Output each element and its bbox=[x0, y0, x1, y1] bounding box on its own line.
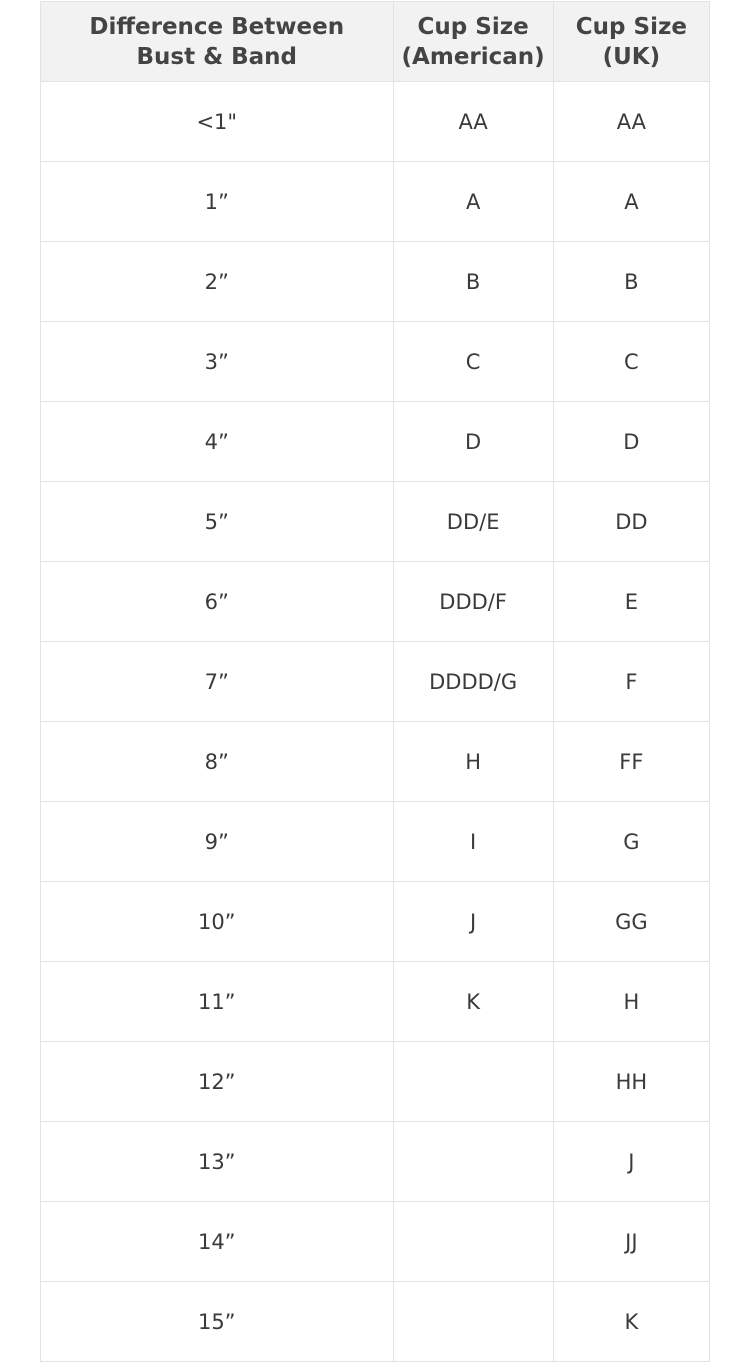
table-row bbox=[41, 1202, 710, 1282]
cup-size-table bbox=[40, 1, 710, 1362]
cell-uk: J bbox=[553, 1122, 709, 1202]
cell-us: A bbox=[393, 162, 553, 242]
cell-uk: JJ bbox=[553, 1202, 709, 1282]
cell-us: AA bbox=[393, 82, 553, 162]
cell-us bbox=[393, 1202, 553, 1282]
cell-us: DDDD/G bbox=[393, 642, 553, 722]
table-row bbox=[41, 802, 710, 882]
cell-difference: 6” bbox=[41, 562, 394, 642]
table-row bbox=[41, 722, 710, 802]
cell-difference: 12” bbox=[41, 1042, 394, 1122]
table-header-row bbox=[41, 2, 710, 82]
cell-us: B bbox=[393, 242, 553, 322]
cell-uk: AA bbox=[553, 82, 709, 162]
table-row bbox=[41, 322, 710, 402]
cell-uk: K bbox=[553, 1282, 709, 1362]
cell-difference: <1" bbox=[41, 82, 394, 162]
cell-uk: A bbox=[553, 162, 709, 242]
cell-us bbox=[393, 1122, 553, 1202]
cell-uk: GG bbox=[553, 882, 709, 962]
cell-difference: 4” bbox=[41, 402, 394, 482]
header-uk-line2: (UK) bbox=[602, 43, 661, 70]
table-row bbox=[41, 1282, 710, 1362]
table-row bbox=[41, 162, 710, 242]
cell-difference: 3” bbox=[41, 322, 394, 402]
table-row bbox=[41, 1122, 710, 1202]
cell-us: J bbox=[393, 882, 553, 962]
cell-us: D bbox=[393, 402, 553, 482]
cell-us: I bbox=[393, 802, 553, 882]
cell-difference: 10” bbox=[41, 882, 394, 962]
table-row bbox=[41, 82, 710, 162]
cell-difference: 11” bbox=[41, 962, 394, 1042]
cell-difference: 2” bbox=[41, 242, 394, 322]
cell-us: H bbox=[393, 722, 553, 802]
header-cup-size-uk bbox=[553, 2, 709, 82]
cell-uk: D bbox=[553, 402, 709, 482]
cell-uk: DD bbox=[553, 482, 709, 562]
table-row bbox=[41, 882, 710, 962]
table-row bbox=[41, 402, 710, 482]
table-row bbox=[41, 1042, 710, 1122]
header-difference-line1: Difference Between bbox=[89, 13, 345, 40]
cell-us: C bbox=[393, 322, 553, 402]
cell-us bbox=[393, 1282, 553, 1362]
cell-difference: 9” bbox=[41, 802, 394, 882]
cell-us: DDD/F bbox=[393, 562, 553, 642]
cell-difference: 5” bbox=[41, 482, 394, 562]
header-cup-size-american bbox=[393, 2, 553, 82]
header-uk-line1: Cup Size bbox=[575, 13, 687, 40]
table-row bbox=[41, 562, 710, 642]
cell-uk: E bbox=[553, 562, 709, 642]
cell-difference: 7” bbox=[41, 642, 394, 722]
header-us-line1: Cup Size bbox=[417, 13, 529, 40]
cell-difference: 1” bbox=[41, 162, 394, 242]
cell-difference: 13” bbox=[41, 1122, 394, 1202]
header-us-line2: (American) bbox=[401, 43, 545, 70]
header-difference bbox=[41, 2, 394, 82]
cell-uk: HH bbox=[553, 1042, 709, 1122]
cell-uk: H bbox=[553, 962, 709, 1042]
cell-uk: G bbox=[553, 802, 709, 882]
cell-uk: B bbox=[553, 242, 709, 322]
cell-difference: 14” bbox=[41, 1202, 394, 1282]
table-row bbox=[41, 482, 710, 562]
cell-difference: 15” bbox=[41, 1282, 394, 1362]
cell-difference: 8” bbox=[41, 722, 394, 802]
cell-us: DD/E bbox=[393, 482, 553, 562]
table-row bbox=[41, 962, 710, 1042]
table-row bbox=[41, 242, 710, 322]
cell-us bbox=[393, 1042, 553, 1122]
cell-uk: F bbox=[553, 642, 709, 722]
cell-uk: C bbox=[553, 322, 709, 402]
cell-uk: FF bbox=[553, 722, 709, 802]
table-row bbox=[41, 642, 710, 722]
header-difference-line2: Bust & Band bbox=[136, 43, 298, 70]
cell-us: K bbox=[393, 962, 553, 1042]
